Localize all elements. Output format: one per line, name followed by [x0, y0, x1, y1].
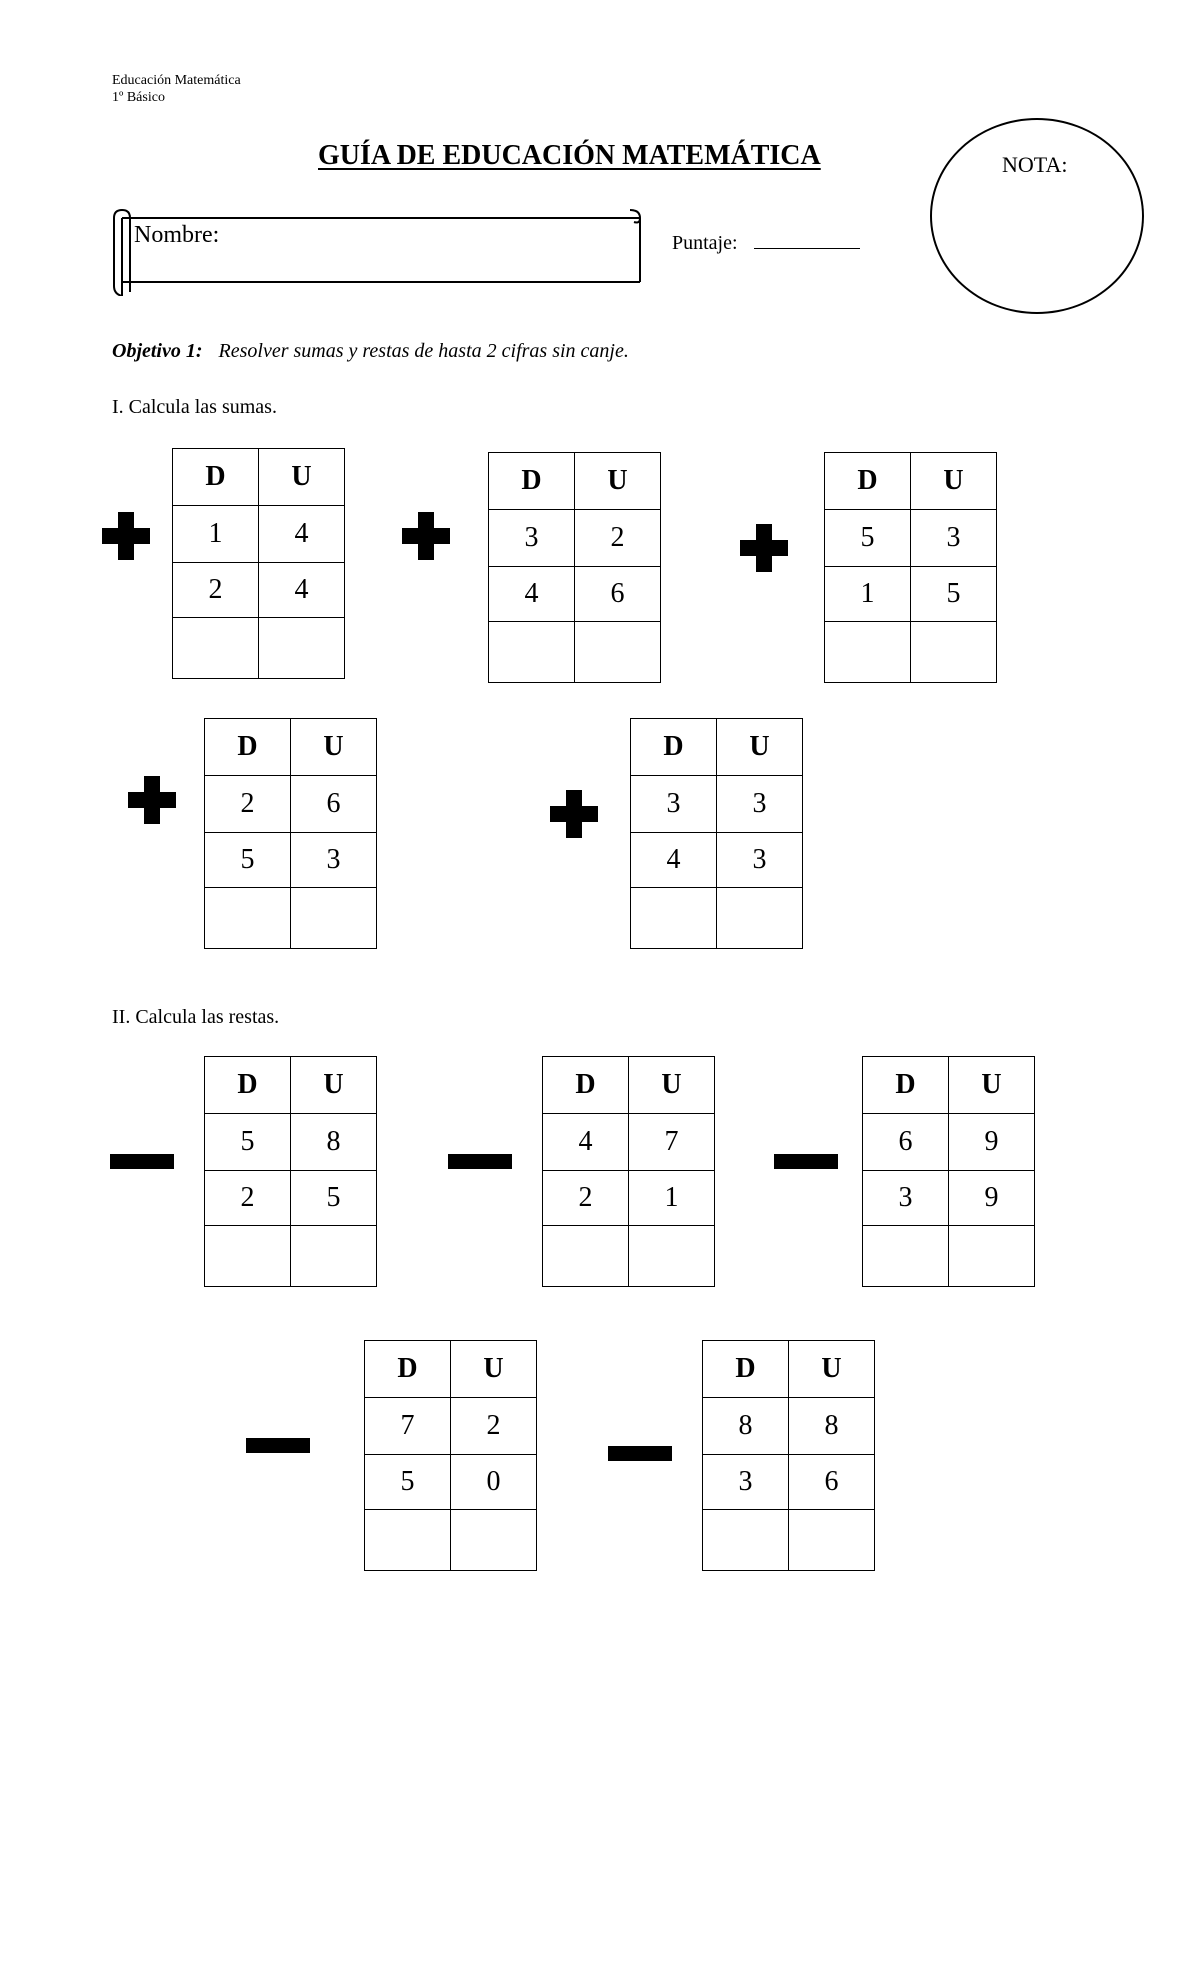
col-u-header: U — [291, 719, 377, 776]
sub-table-4 — [364, 1340, 537, 1571]
top-u: 7 — [629, 1114, 715, 1171]
sub-table-5 — [702, 1340, 875, 1571]
nombre-label: Nombre: — [134, 222, 220, 248]
plus-icon — [128, 776, 176, 824]
sum-table-5 — [630, 718, 803, 949]
answer-u-cell[interactable] — [789, 1510, 875, 1571]
top-u: 4 — [259, 506, 345, 563]
top-u: 8 — [291, 1114, 377, 1171]
bottom-u: 0 — [451, 1455, 537, 1510]
minus-icon — [448, 1154, 512, 1169]
answer-d-cell[interactable] — [631, 888, 717, 949]
top-d: 6 — [863, 1114, 949, 1171]
page-title: GUÍA DE EDUCACIÓN MATEMÁTICA — [318, 140, 821, 171]
col-d-header: D — [365, 1341, 451, 1398]
answer-d-cell[interactable] — [863, 1226, 949, 1287]
grade-header: 1º Básico — [112, 90, 165, 105]
col-d-header: D — [489, 453, 575, 510]
answer-d-cell[interactable] — [205, 1226, 291, 1287]
top-u: 6 — [291, 776, 377, 833]
plus-icon — [402, 512, 450, 560]
sum-table-1 — [172, 448, 345, 679]
minus-icon — [110, 1154, 174, 1169]
top-u: 3 — [911, 510, 997, 567]
top-d: 3 — [631, 776, 717, 833]
bottom-d: 2 — [205, 1171, 291, 1226]
sum-table-4 — [204, 718, 377, 949]
nota-label: NOTA: — [1002, 152, 1068, 177]
objective-text: Resolver sumas y restas de hasta 2 cifras sin canje. — [218, 340, 629, 362]
top-u: 3 — [717, 776, 803, 833]
bottom-u: 6 — [575, 567, 661, 622]
col-u-header: U — [629, 1057, 715, 1114]
col-d-header: D — [205, 1057, 291, 1114]
plus-icon — [102, 512, 150, 560]
col-d-header: D — [205, 719, 291, 776]
sub-table-2 — [542, 1056, 715, 1287]
answer-d-cell[interactable] — [543, 1226, 629, 1287]
top-d: 2 — [205, 776, 291, 833]
top-d: 7 — [365, 1398, 451, 1455]
answer-d-cell[interactable] — [703, 1510, 789, 1571]
bottom-d: 5 — [205, 833, 291, 888]
section-sums-title: I. Calcula las sumas. — [112, 396, 277, 418]
col-u-header: U — [259, 449, 345, 506]
bottom-d: 5 — [365, 1455, 451, 1510]
answer-u-cell[interactable] — [451, 1510, 537, 1571]
col-d-header: D — [703, 1341, 789, 1398]
answer-d-cell[interactable] — [489, 622, 575, 683]
top-u: 2 — [451, 1398, 537, 1455]
col-d-header: D — [543, 1057, 629, 1114]
subject-header: Educación Matemática — [112, 73, 241, 88]
nombre-field[interactable] — [110, 206, 638, 272]
col-u-header: U — [451, 1341, 537, 1398]
bottom-u: 5 — [911, 567, 997, 622]
bottom-d: 2 — [173, 563, 259, 618]
plus-icon — [550, 790, 598, 838]
col-d-header: D — [825, 453, 911, 510]
col-d-header: D — [631, 719, 717, 776]
answer-u-cell[interactable] — [629, 1226, 715, 1287]
top-d: 3 — [489, 510, 575, 567]
bottom-u: 1 — [629, 1171, 715, 1226]
top-u: 2 — [575, 510, 661, 567]
answer-u-cell[interactable] — [949, 1226, 1035, 1287]
answer-u-cell[interactable] — [717, 888, 803, 949]
answer-u-cell[interactable] — [911, 622, 997, 683]
bottom-d: 2 — [543, 1171, 629, 1226]
bottom-u: 9 — [949, 1171, 1035, 1226]
minus-icon — [774, 1154, 838, 1169]
objective-label: Objetivo 1: — [112, 340, 203, 362]
top-d: 5 — [825, 510, 911, 567]
top-d: 8 — [703, 1398, 789, 1455]
col-u-header: U — [575, 453, 661, 510]
answer-d-cell[interactable] — [205, 888, 291, 949]
scroll-banner-icon — [110, 206, 650, 296]
col-d-header: D — [863, 1057, 949, 1114]
bottom-u: 4 — [259, 563, 345, 618]
col-u-header: U — [291, 1057, 377, 1114]
answer-u-cell[interactable] — [575, 622, 661, 683]
objective — [112, 340, 629, 363]
top-u: 9 — [949, 1114, 1035, 1171]
bottom-d: 3 — [863, 1171, 949, 1226]
bottom-d: 4 — [489, 567, 575, 622]
bottom-d: 3 — [703, 1455, 789, 1510]
sub-table-1 — [204, 1056, 377, 1287]
sub-table-3 — [862, 1056, 1035, 1287]
nota-circle — [930, 118, 1144, 314]
bottom-u: 3 — [291, 833, 377, 888]
puntaje-label: Puntaje: — [672, 232, 738, 254]
sum-table-3 — [824, 452, 997, 683]
answer-u-cell[interactable] — [291, 888, 377, 949]
bottom-d: 4 — [631, 833, 717, 888]
answer-d-cell[interactable] — [173, 618, 259, 679]
col-u-header: U — [911, 453, 997, 510]
top-u: 8 — [789, 1398, 875, 1455]
sum-table-2 — [488, 452, 661, 683]
answer-d-cell[interactable] — [365, 1510, 451, 1571]
answer-d-cell[interactable] — [825, 622, 911, 683]
minus-icon — [246, 1438, 310, 1453]
bottom-u: 5 — [291, 1171, 377, 1226]
top-d: 4 — [543, 1114, 629, 1171]
puntaje-field[interactable] — [672, 232, 860, 255]
bottom-d: 1 — [825, 567, 911, 622]
minus-icon — [608, 1446, 672, 1461]
section-subs-title: II. Calcula las restas. — [112, 1006, 280, 1028]
bottom-u: 6 — [789, 1455, 875, 1510]
bottom-u: 3 — [717, 833, 803, 888]
answer-u-cell[interactable] — [291, 1226, 377, 1287]
top-d: 5 — [205, 1114, 291, 1171]
plus-icon — [740, 524, 788, 572]
top-d: 1 — [173, 506, 259, 563]
col-u-header: U — [717, 719, 803, 776]
col-u-header: U — [949, 1057, 1035, 1114]
puntaje-blank[interactable] — [754, 234, 860, 249]
col-u-header: U — [789, 1341, 875, 1398]
answer-u-cell[interactable] — [259, 618, 345, 679]
col-d-header: D — [173, 449, 259, 506]
